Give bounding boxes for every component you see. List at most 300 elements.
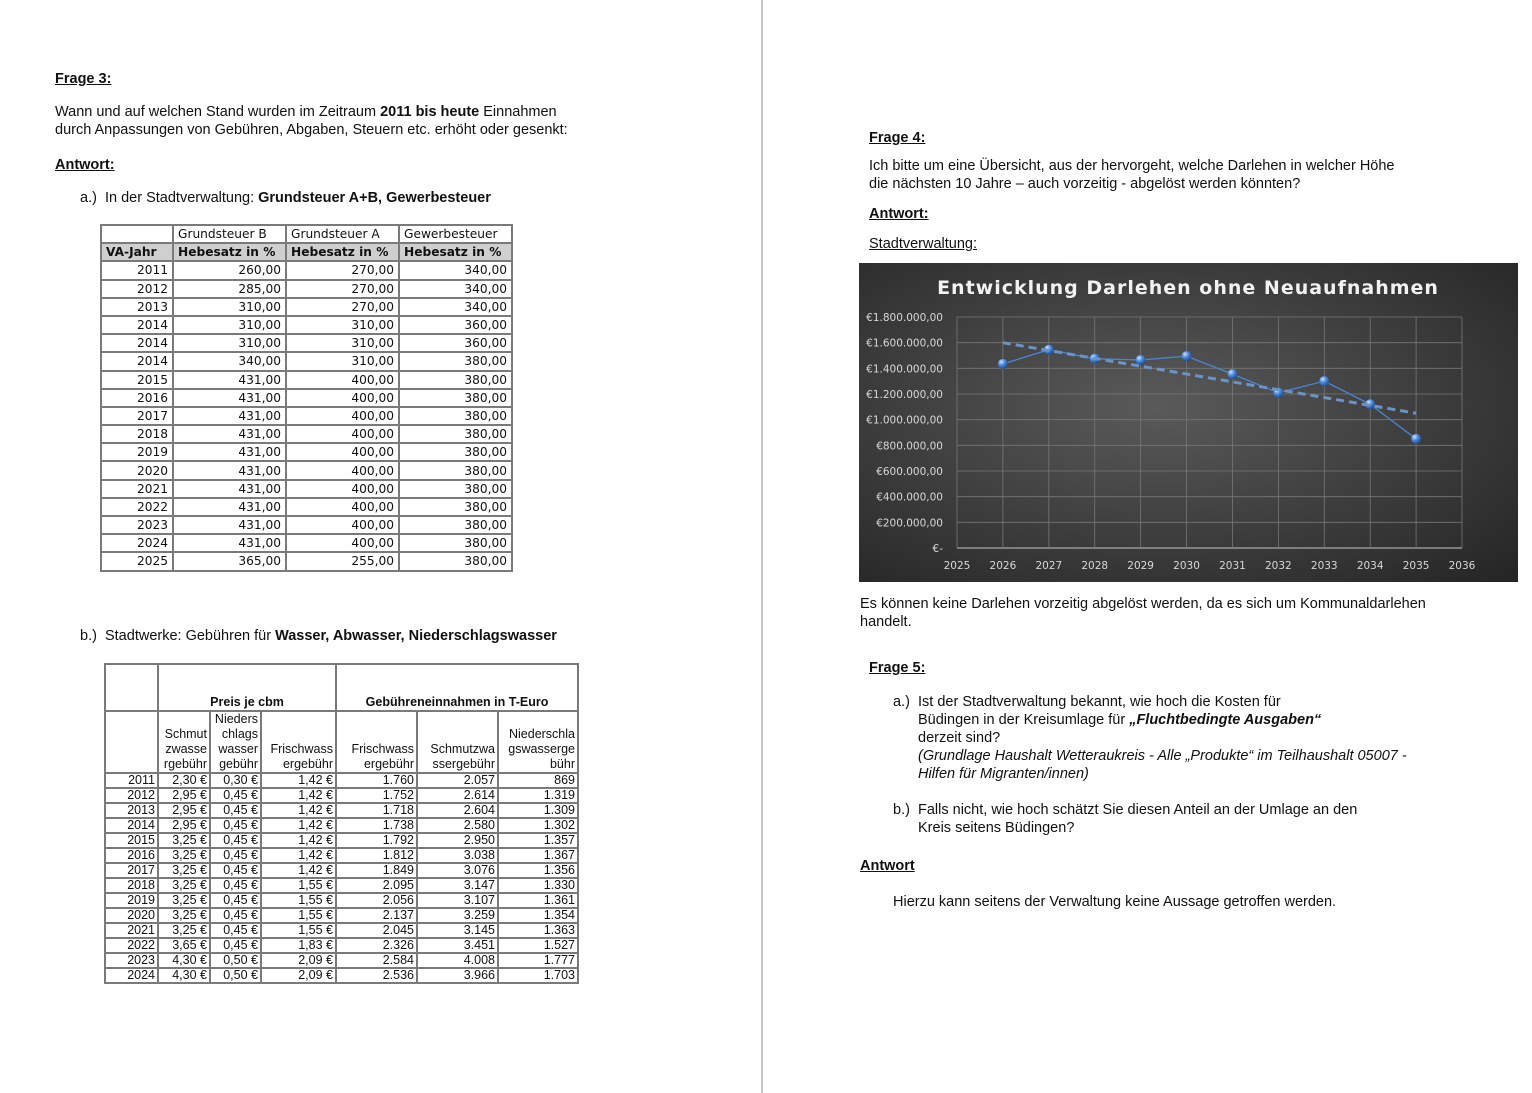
table-cell: 310,00 <box>173 298 286 316</box>
frage5-answer-text: Hierzu kann seitens der Verwaltung keine Aussage getroffen werden. <box>893 894 1337 910</box>
table-cell: 2025 <box>101 552 173 570</box>
frage3-item-b <box>80 627 557 645</box>
x-tick-label: 2032 <box>1264 560 1292 572</box>
column-header-line: Schmut <box>164 727 207 741</box>
column-header-cell <box>336 711 417 773</box>
table-row <box>105 818 578 833</box>
data-point <box>1411 434 1421 444</box>
frage4-question-line1: Ich bitte um eine Übersicht, aus der hervorgeht, welche Darlehen in welcher Höhe <box>869 158 1395 174</box>
table-cell: 2022 <box>105 938 158 953</box>
table-row <box>105 953 578 968</box>
table-cell: 400,00 <box>286 389 399 407</box>
frage5-a-line5: Hilfen für Migranten/innen) <box>918 766 1089 782</box>
table-cell: Grundsteuer B <box>173 225 286 243</box>
table-cell: 0,45 € <box>210 848 261 863</box>
table-row <box>105 908 578 923</box>
y-tick-label: €200.000,00 <box>876 517 943 530</box>
table-cell: 3.145 <box>417 923 498 938</box>
table-row <box>101 352 512 370</box>
column-header-line: chlags <box>221 727 258 741</box>
table-cell: 2.095 <box>336 878 417 893</box>
table-cell: 0,45 € <box>210 803 261 818</box>
table-cell: 3,25 € <box>158 848 210 863</box>
column-header-line: Niederschla <box>508 727 575 741</box>
table-cell: 2017 <box>105 863 158 878</box>
table-cell: 3.966 <box>417 968 498 983</box>
table-cell: 310,00 <box>286 352 399 370</box>
table-cell: 2014 <box>101 334 173 352</box>
table-cell: 340,00 <box>399 298 512 316</box>
table-cell: 365,00 <box>173 552 286 570</box>
y-tick-label: €1.000.000,00 <box>866 414 943 427</box>
table-cell: 2020 <box>101 461 173 479</box>
table-row <box>101 298 512 316</box>
table-cell: 3,65 € <box>158 938 210 953</box>
table-cell: 0,50 € <box>210 953 261 968</box>
frage4-question-line2: die nächsten 10 Jahre – auch vorzeitig - abgelöst werden könnten? <box>869 176 1301 192</box>
table-cell: 2018 <box>101 425 173 443</box>
table-cell: 1.849 <box>336 863 417 878</box>
table-cell: 1.760 <box>336 773 417 788</box>
table-cell: 2019 <box>101 443 173 461</box>
item-b-text: Stadtwerke: Gebühren für <box>104 628 276 644</box>
table-cell: 3,25 € <box>158 833 210 848</box>
table-cell: 0,50 € <box>210 968 261 983</box>
table-cell: 310,00 <box>173 316 286 334</box>
table-cell: 2024 <box>105 968 158 983</box>
table-cell: 3.107 <box>417 893 498 908</box>
table-cell: 1.367 <box>498 848 578 863</box>
frage5-b-line2: Kreis seitens Büdingen? <box>918 820 1075 836</box>
group-header-cell: Gebühreneinnahmen in T-Euro <box>336 664 578 711</box>
table-cell: 1,42 € <box>261 848 336 863</box>
frage4-answer-line2: handelt. <box>860 614 912 630</box>
table-cell: 2015 <box>101 371 173 389</box>
table-cell: 4.008 <box>417 953 498 968</box>
page-divider <box>761 0 763 1093</box>
item-a-label: a.) <box>80 190 97 206</box>
table-group-header-row <box>105 664 578 711</box>
column-header-line: wasser <box>218 742 258 756</box>
table-cell: Hebesatz in % <box>399 243 512 261</box>
table-cell: 2019 <box>105 893 158 908</box>
frage3-question-line2: durch Anpassungen von Gebühren, Abgaben, Steuern etc. erhöht oder gesenkt: <box>55 122 568 138</box>
table-row <box>101 334 512 352</box>
table-cell: 1.527 <box>498 938 578 953</box>
column-header-cell <box>498 711 578 773</box>
table-cell: 270,00 <box>286 280 399 298</box>
column-header-line: gswasserge <box>508 742 575 756</box>
table-cell: 3,25 € <box>158 863 210 878</box>
table-cell: 2020 <box>105 908 158 923</box>
table-cell: VA-Jahr <box>101 243 173 261</box>
table-header-row <box>105 711 578 773</box>
x-tick-label: 2034 <box>1356 560 1384 572</box>
table-cell: 2014 <box>105 818 158 833</box>
table-cell: 1,83 € <box>261 938 336 953</box>
frage3-question-post: Einnahmen <box>479 104 557 120</box>
table-cell: 285,00 <box>173 280 286 298</box>
table-cell: 2.614 <box>417 788 498 803</box>
table-cell: 1.738 <box>336 818 417 833</box>
table-cell: 4,30 € <box>158 968 210 983</box>
table-row <box>101 443 512 461</box>
table-cell: 1,42 € <box>261 863 336 878</box>
column-header-cell <box>261 711 336 773</box>
table-cell: 1.330 <box>498 878 578 893</box>
group-header-cell <box>105 664 158 711</box>
column-header-line: Frischwass <box>270 742 333 756</box>
table-cell: 400,00 <box>286 371 399 389</box>
table-cell: 380,00 <box>399 371 512 389</box>
table-cell: 380,00 <box>399 352 512 370</box>
frage4-answer-line1: Es können keine Darlehen vorzeitig abgelöst werden, da es sich um Kommunaldarlehen <box>860 596 1426 612</box>
table-cell: 2.584 <box>336 953 417 968</box>
y-tick-label: €- <box>932 543 943 555</box>
table-cell: 869 <box>498 773 578 788</box>
frage3-question-pre: Wann und auf welchen Stand wurden im Zeitraum <box>55 104 381 120</box>
table-cell: 340,00 <box>173 352 286 370</box>
table-cell: 2018 <box>105 878 158 893</box>
x-tick-label: 2026 <box>989 560 1017 572</box>
table-cell: 2.326 <box>336 938 417 953</box>
y-tick-label: €1.600.000,00 <box>866 337 943 350</box>
table-cell: 380,00 <box>399 516 512 534</box>
table-cell: 2,09 € <box>261 968 336 983</box>
table-cell <box>101 225 173 243</box>
table-cell: 400,00 <box>286 407 399 425</box>
table-row <box>105 893 578 908</box>
table-cell: 380,00 <box>399 461 512 479</box>
table-cell: 270,00 <box>286 298 399 316</box>
table-row <box>101 480 512 498</box>
table-cell: 2013 <box>105 803 158 818</box>
table-cell: 400,00 <box>286 461 399 479</box>
data-point <box>1136 355 1146 365</box>
table-cell: 431,00 <box>173 461 286 479</box>
item-a-bold: Grundsteuer A+B, Gewerbesteuer <box>258 190 491 206</box>
table-cell: 2015 <box>105 833 158 848</box>
table-cell: 400,00 <box>286 480 399 498</box>
table-cell: 4,30 € <box>158 953 210 968</box>
table-cell: 3,25 € <box>158 878 210 893</box>
table-cell: 1.361 <box>498 893 578 908</box>
frage5-answer-heading: Antwort <box>860 858 915 874</box>
table-cell: 3.038 <box>417 848 498 863</box>
table-cell: 0,45 € <box>210 908 261 923</box>
y-tick-label: €600.000,00 <box>876 466 943 478</box>
frage3-heading: Frage 3: <box>55 71 112 87</box>
table-cell: 1.718 <box>336 803 417 818</box>
table-cell: 380,00 <box>399 534 512 552</box>
frage5-a-line1: Ist der Stadtverwaltung bekannt, wie hoch die Kosten für <box>918 694 1281 710</box>
y-tick-label: €400.000,00 <box>876 491 943 504</box>
table-cell: 2,95 € <box>158 818 210 833</box>
table-cell: 431,00 <box>173 389 286 407</box>
table-cell: 400,00 <box>286 498 399 516</box>
chart-title: Entwicklung Darlehen ohne Neuaufnahmen <box>937 277 1439 299</box>
column-header-line: zwasse <box>165 742 207 756</box>
frage4-answer <box>860 595 1426 631</box>
table-header-row <box>101 225 512 243</box>
table-cell: 2021 <box>105 923 158 938</box>
table-row <box>101 316 512 334</box>
table-cell: 1.302 <box>498 818 578 833</box>
table-cell: 2.057 <box>417 773 498 788</box>
table-row <box>101 261 512 279</box>
table-cell: 2012 <box>105 788 158 803</box>
table-cell: 2023 <box>101 516 173 534</box>
gebuehren-table <box>104 663 579 984</box>
column-header-line: gebühr <box>219 757 258 771</box>
table-cell: 380,00 <box>399 480 512 498</box>
table-cell: Gewerbesteuer <box>399 225 512 243</box>
frage5-item-a <box>918 693 1407 783</box>
table-cell: 0,45 € <box>210 863 261 878</box>
table-cell: 2021 <box>101 480 173 498</box>
table-cell: 270,00 <box>286 261 399 279</box>
table-cell: 2.056 <box>336 893 417 908</box>
x-tick-label: 2033 <box>1310 560 1338 572</box>
table-cell: 1.354 <box>498 908 578 923</box>
table-cell: 431,00 <box>173 407 286 425</box>
table-cell: 1,42 € <box>261 773 336 788</box>
x-tick-label: 2036 <box>1448 560 1476 572</box>
table-cell: 380,00 <box>399 407 512 425</box>
table-cell: 1.363 <box>498 923 578 938</box>
table-cell: 360,00 <box>399 316 512 334</box>
table-row <box>101 407 512 425</box>
table-cell: 1.357 <box>498 833 578 848</box>
table-cell: 431,00 <box>173 480 286 498</box>
table-cell: 0,45 € <box>210 893 261 908</box>
table-cell: 3,25 € <box>158 893 210 908</box>
x-tick-label: 2035 <box>1402 560 1430 572</box>
table-row <box>105 878 578 893</box>
table-cell: 310,00 <box>286 316 399 334</box>
column-header-line: Frischwass <box>351 742 414 756</box>
table-cell: 3.451 <box>417 938 498 953</box>
table-cell: 1,55 € <box>261 908 336 923</box>
table-cell: 1,55 € <box>261 878 336 893</box>
table-cell: 1,55 € <box>261 893 336 908</box>
table-cell: 431,00 <box>173 443 286 461</box>
table-cell: Hebesatz in % <box>173 243 286 261</box>
table-row <box>105 788 578 803</box>
column-header-line: Schmutzwa <box>430 742 495 756</box>
table-cell: 1.309 <box>498 803 578 818</box>
table-cell: 2012 <box>101 280 173 298</box>
frage5-a-line3: derzeit sind? <box>918 730 1001 746</box>
table-cell: 380,00 <box>399 552 512 570</box>
table-cell: 2011 <box>101 261 173 279</box>
column-header-line: ergebühr <box>282 757 333 771</box>
table-row <box>101 552 512 570</box>
column-header-cell <box>105 711 158 773</box>
frage5-item-b <box>918 801 1357 837</box>
table-cell: 380,00 <box>399 443 512 461</box>
table-cell: 2017 <box>101 407 173 425</box>
item-b-bold: Wasser, Abwasser, Niederschlagswasser <box>275 628 557 644</box>
table-cell: 431,00 <box>173 498 286 516</box>
table-cell: 340,00 <box>399 280 512 298</box>
table-cell: 0,45 € <box>210 818 261 833</box>
frage5-item-b-label: b.) <box>893 802 910 818</box>
x-tick-label: 2028 <box>1081 560 1109 572</box>
table-cell: 1,42 € <box>261 833 336 848</box>
table-cell: 431,00 <box>173 425 286 443</box>
data-point <box>1319 376 1329 386</box>
frage3-answer-heading: Antwort: <box>55 157 115 173</box>
table-cell: 400,00 <box>286 534 399 552</box>
table-cell: 2.045 <box>336 923 417 938</box>
x-tick-label: 2029 <box>1127 560 1155 572</box>
data-point <box>1182 351 1192 361</box>
frage5-item-a-label: a.) <box>893 694 910 710</box>
table-cell: 2022 <box>101 498 173 516</box>
table-row <box>105 833 578 848</box>
table-row <box>101 461 512 479</box>
column-header-cell <box>210 711 261 773</box>
table-row <box>101 534 512 552</box>
frage5-a-line2-bold: „Fluchtbedingte Ausgaben“ <box>1129 712 1322 728</box>
frage3-question <box>55 103 568 139</box>
table-cell: 1.777 <box>498 953 578 968</box>
y-tick-label: €1.200.000,00 <box>866 389 943 401</box>
table-cell: Hebesatz in % <box>286 243 399 261</box>
table-cell: 255,00 <box>286 552 399 570</box>
table-cell: 3.076 <box>417 863 498 878</box>
table-cell: 2,09 € <box>261 953 336 968</box>
table-row <box>101 389 512 407</box>
table-cell: 431,00 <box>173 534 286 552</box>
frage4-heading: Frage 4: <box>869 130 926 146</box>
table-cell: 400,00 <box>286 443 399 461</box>
table-cell: 2024 <box>101 534 173 552</box>
table-cell: 1,55 € <box>261 923 336 938</box>
group-header-cell: Preis je cbm <box>158 664 336 711</box>
x-tick-label: 2027 <box>1035 560 1063 572</box>
table-cell: 1.319 <box>498 788 578 803</box>
table-cell: 1.703 <box>498 968 578 983</box>
y-tick-label: €1.800.000,00 <box>866 312 943 324</box>
table-cell: 2011 <box>105 773 158 788</box>
table-cell: 2.536 <box>336 968 417 983</box>
frage3-question-bold: 2011 bis heute <box>380 104 480 120</box>
table-cell: 2.137 <box>336 908 417 923</box>
hebesatz-table <box>100 224 513 572</box>
table-cell: 2013 <box>101 298 173 316</box>
table-cell: 431,00 <box>173 371 286 389</box>
table-cell: 2016 <box>105 848 158 863</box>
x-tick-label: 2025 <box>943 560 971 572</box>
frage3-item-a <box>80 189 491 207</box>
table-cell: 431,00 <box>173 516 286 534</box>
table-subheader-row <box>101 243 512 261</box>
data-point <box>998 359 1008 369</box>
table-cell: 1.356 <box>498 863 578 878</box>
table-row <box>105 803 578 818</box>
table-cell: 0,45 € <box>210 938 261 953</box>
table-cell: 3.147 <box>417 878 498 893</box>
table-cell: 340,00 <box>399 261 512 279</box>
table-cell: 2.580 <box>417 818 498 833</box>
column-header-cell <box>158 711 210 773</box>
table-row <box>105 848 578 863</box>
table-cell: 3,25 € <box>158 923 210 938</box>
frage4-subheading: Stadtverwaltung: <box>869 236 978 252</box>
column-header-line: ssergebühr <box>432 757 495 771</box>
x-tick-label: 2031 <box>1219 560 1246 572</box>
column-header-line: Nieders <box>214 712 258 726</box>
table-cell: 0,45 € <box>210 833 261 848</box>
table-cell: 1,42 € <box>261 818 336 833</box>
item-a-text: In der Stadtverwaltung: <box>104 190 259 206</box>
table-cell: 0,45 € <box>210 788 261 803</box>
table-cell: 1.752 <box>336 788 417 803</box>
table-cell: 400,00 <box>286 516 399 534</box>
frage5-b-line1: Falls nicht, wie hoch schätzt Sie diesen Anteil an der Umlage an den <box>918 802 1358 818</box>
table-cell: 2,30 € <box>158 773 210 788</box>
loan-chart <box>859 263 1518 582</box>
column-header-line: rgebühr <box>163 757 207 771</box>
table-row <box>101 425 512 443</box>
frage4-question <box>869 157 1395 193</box>
table-cell: 3,25 € <box>158 908 210 923</box>
table-cell: 2,95 € <box>158 788 210 803</box>
table-cell: 380,00 <box>399 425 512 443</box>
frage4-answer-heading: Antwort: <box>869 206 929 222</box>
frage5-heading: Frage 5: <box>869 660 926 676</box>
table-cell: 380,00 <box>399 389 512 407</box>
table-row <box>101 371 512 389</box>
frage5-a-line4: (Grundlage Haushalt Wetteraukreis - Alle „Produkte“ im Teilhaushalt 05007 - <box>918 748 1407 764</box>
table-row <box>105 773 578 788</box>
table-cell: 360,00 <box>399 334 512 352</box>
table-row <box>105 938 578 953</box>
table-cell: 310,00 <box>173 334 286 352</box>
table-cell: Grundsteuer A <box>286 225 399 243</box>
table-cell: 2014 <box>101 352 173 370</box>
table-cell: 2.950 <box>417 833 498 848</box>
table-cell: 1.792 <box>336 833 417 848</box>
table-cell: 1,42 € <box>261 803 336 818</box>
y-tick-label: €1.400.000,00 <box>866 363 943 376</box>
table-row <box>105 863 578 878</box>
table-cell: 2,95 € <box>158 803 210 818</box>
table-cell: 2.604 <box>417 803 498 818</box>
loan-chart-svg <box>859 263 1518 582</box>
table-row <box>101 516 512 534</box>
table-row <box>101 280 512 298</box>
column-header-line: bühr <box>549 757 575 771</box>
x-tick-label: 2030 <box>1173 560 1200 572</box>
column-header-line: ergebühr <box>363 757 414 771</box>
table-cell: 0,45 € <box>210 878 261 893</box>
table-cell: 310,00 <box>286 334 399 352</box>
table-row <box>101 498 512 516</box>
table-cell: 3.259 <box>417 908 498 923</box>
table-cell: 260,00 <box>173 261 286 279</box>
table-cell: 1,42 € <box>261 788 336 803</box>
table-cell: 380,00 <box>399 498 512 516</box>
item-b-label: b.) <box>80 628 97 644</box>
column-header-cell <box>417 711 498 773</box>
y-tick-label: €800.000,00 <box>876 440 943 453</box>
table-row <box>105 968 578 983</box>
table-cell: 1.812 <box>336 848 417 863</box>
table-cell: 2016 <box>101 389 173 407</box>
